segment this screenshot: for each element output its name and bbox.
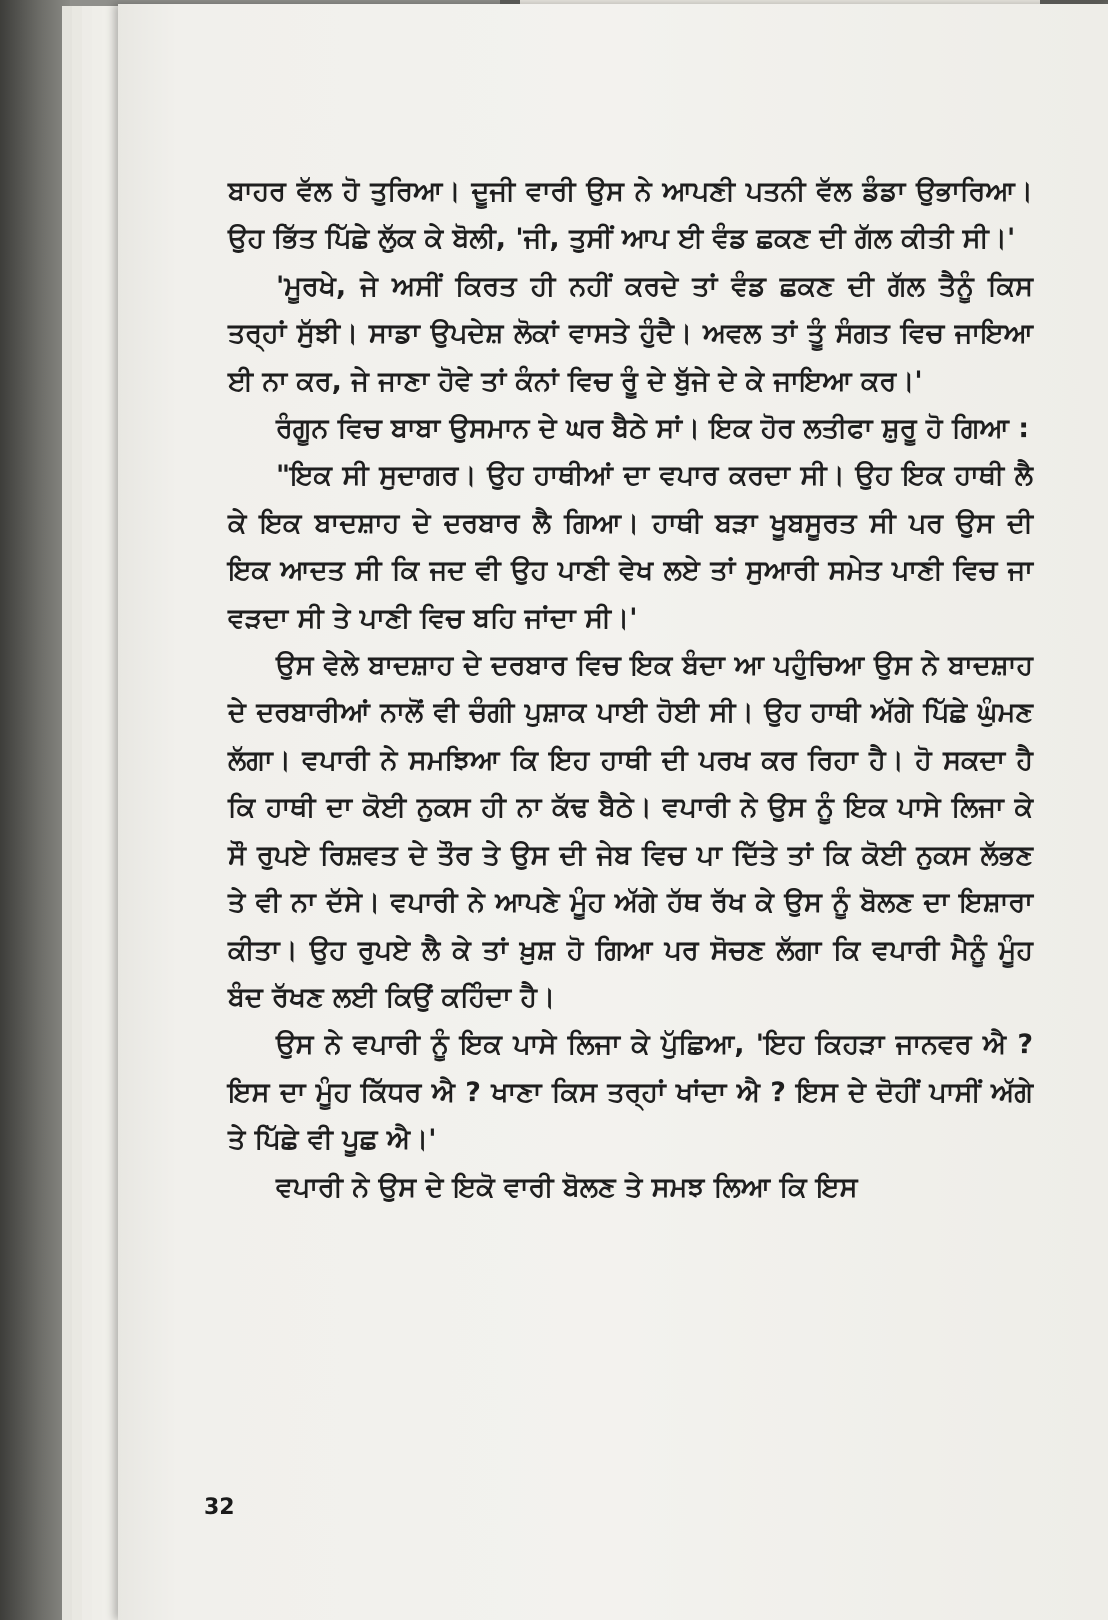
paragraph-5: ਉਸ ਵੇਲੇ ਬਾਦਸ਼ਾਹ ਦੇ ਦਰਬਾਰ ਵਿਚ ਇਕ ਬੰਦਾ ਆ ਪਹੁੰਚਿਆ ਉਸ ਨੇ ਬਾਦਸ਼ਾਹ ਦੇ ਦਰਬਾਰੀਆਂ ਨਾਲੋਂ ਵੀ ਚੰਗੀ ਪੁਸ਼ਾਕ ਪਾਈ ਹੋਈ ਸੀ। ਉਹ ਹਾਥੀ ਅੱਗੇ ਪਿੱਛੇ ਘੁੰਮਣ ਲੱਗਾ। ਵਪਾਰੀ ਨੇ ਸਮਝਿਆ ਕਿ ਇਹ ਹਾਥੀ ਦੀ ਪਰਖ ਕਰ ਰਿਹਾ ਹੈ। ਹੋ ਸਕਦਾ ਹੈ ਕਿ ਹਾਥੀ ਦਾ ਕੋਈ ਨੁਕਸ ਹੀ ਨਾ ਕੱਢ ਬੈਠੇ। ਵਪਾਰੀ ਨੇ ਉਸ ਨੂੰ ਇਕ ਪਾਸੇ ਲਿਜਾ ਕੇ ਸੌ ਰੁਪਏ ਰਿਸ਼ਵਤ ਦੇ ਤੌਰ ਤੇ ਉਸ ਦੀ ਜੇਬ ਵਿਚ ਪਾ ਦਿੱਤੇ ਤਾਂ ਕਿ ਕੋਈ ਨੁਕਸ ਲੱਭਣ ਤੇ ਵੀ ਨਾ ਦੱਸੇ। ਵਪਾਰੀ ਨੇ ਆਪਣੇ ਮੂੰਹ ਅੱਗੇ ਹੱਥ ਰੱਖ ਕੇ ਉਸ ਨੂੰ ਬੋਲਣ ਦਾ ਇਸ਼ਾਰਾ ਕੀਤਾ। ਉਹ ਰੁਪਏ ਲੈ ਕੇ ਤਾਂ ਖ਼ੁਸ਼ ਹੋ ਗਿਆ ਪਰ ਸੋਚਣ ਲੱਗਾ ਕਿ ਵਪਾਰੀ ਮੈਨੂੰ ਮੂੰਹ ਬੰਦ ਰੱਖਣ ਲਈ ਕਿਉਂ ਕਹਿੰਦਾ ਹੈ। [228, 650, 1033, 1013]
background-left [0, 0, 70, 1620]
paragraph-6: ਉਸ ਨੇ ਵਪਾਰੀ ਨੂੰ ਇਕ ਪਾਸੇ ਲਿਜਾ ਕੇ ਪੁੱਛਿਆ, 'ਇਹ ਕਿਹੜਾ ਜਾਨਵਰ ਐ ? ਇਸ ਦਾ ਮੂੰਹ ਕਿੱਧਰ ਐ ? ਖਾਣਾ ਕਿਸ ਤਰ੍ਹਾਂ ਖਾਂਦਾ ਐ ? ਇਸ ਦੇ ਦੋਹੀਂ ਪਾਸੀਂ ਅੱਗੇ ਤੇ ਪਿੱਛੇ ਵੀ ਪੂਛ ਐ।' [228, 1029, 1033, 1156]
paragraph-4: "ਇਕ ਸੀ ਸੁਦਾਗਰ। ਉਹ ਹਾਥੀਆਂ ਦਾ ਵਪਾਰ ਕਰਦਾ ਸੀ। ਉਹ ਇਕ ਹਾਥੀ ਲੈ ਕੇ ਇਕ ਬਾਦਸ਼ਾਹ ਦੇ ਦਰਬਾਰ ਲੈ ਗਿਆ। ਹਾਥੀ ਬੜਾ ਖੂਬਸੂਰਤ ਸੀ ਪਰ ਉਸ ਦੀ ਇਕ ਆਦਤ ਸੀ ਕਿ ਜਦ ਵੀ ਉਹ ਪਾਣੀ ਵੇਖ ਲਏ ਤਾਂ ਸੁਆਰੀ ਸਮੇਤ ਪਾਣੀ ਵਿਚ ਜਾ ਵੜਦਾ ਸੀ ਤੇ ਪਾਣੀ ਵਿਚ ਬਹਿ ਜਾਂਦਾ ਸੀ।' [228, 460, 1033, 634]
paragraph-3: ਰੰਗੂਨ ਵਿਚ ਬਾਬਾ ਉਸਮਾਨ ਦੇ ਘਰ ਬੈਠੇ ਸਾਂ। ਇਕ ਹੋਰ ਲਤੀਫਾ ਸ਼ੁਰੂ ਹੋ ਗਿਆ : [276, 413, 1030, 445]
page-text [228, 168, 1033, 1211]
paragraph-1: ਬਾਹਰ ਵੱਲ ਹੋ ਤੁਰਿਆ। ਦੂਜੀ ਵਾਰੀ ਉਸ ਨੇ ਆਪਣੀ ਪਤਨੀ ਵੱਲ ਡੰਡਾ ਉਭਾਰਿਆ। ਉਹ ਭਿੱਤ ਪਿੱਛੇ ਲੁੱਕ ਕੇ ਬੋਲੀ, 'ਜੀ, ਤੁਸੀਂ ਆਪ ਈ ਵੰਡ ਛਕਣ ਦੀ ਗੱਲ ਕੀਤੀ ਸੀ।' [228, 176, 1033, 255]
page-number: 32 [204, 1495, 235, 1520]
paragraph-2: 'ਮੂਰਖੇ, ਜੇ ਅਸੀਂ ਕਿਰਤ ਹੀ ਨਹੀਂ ਕਰਦੇ ਤਾਂ ਵੰਡ ਛਕਣ ਦੀ ਗੱਲ ਤੈਨੂੰ ਕਿਸ ਤਰ੍ਹਾਂ ਸੁੱਝੀ। ਸਾਡਾ ਉਪਦੇਸ਼ ਲੋਕਾਂ ਵਾਸਤੇ ਹੁੰਦੈ। ਅਵਲ ਤਾਂ ਤੂੰ ਸੰਗਤ ਵਿਚ ਜਾਇਆ ਈ ਨਾ ਕਰ, ਜੇ ਜਾਣਾ ਹੋਵੇ ਤਾਂ ਕੰਨਾਂ ਵਿਚ ਰੂੰ ਦੇ ਬੁੱਜੇ ਦੇ ਕੇ ਜਾਇਆ ਕਰ।' [228, 270, 1033, 397]
paragraph-7: ਵਪਾਰੀ ਨੇ ਉਸ ਦੇ ਇਕੋ ਵਾਰੀ ਬੋਲਣ ਤੇ ਸਮਝ ਲਿਆ ਕਿ ਇਸ [276, 1171, 858, 1203]
